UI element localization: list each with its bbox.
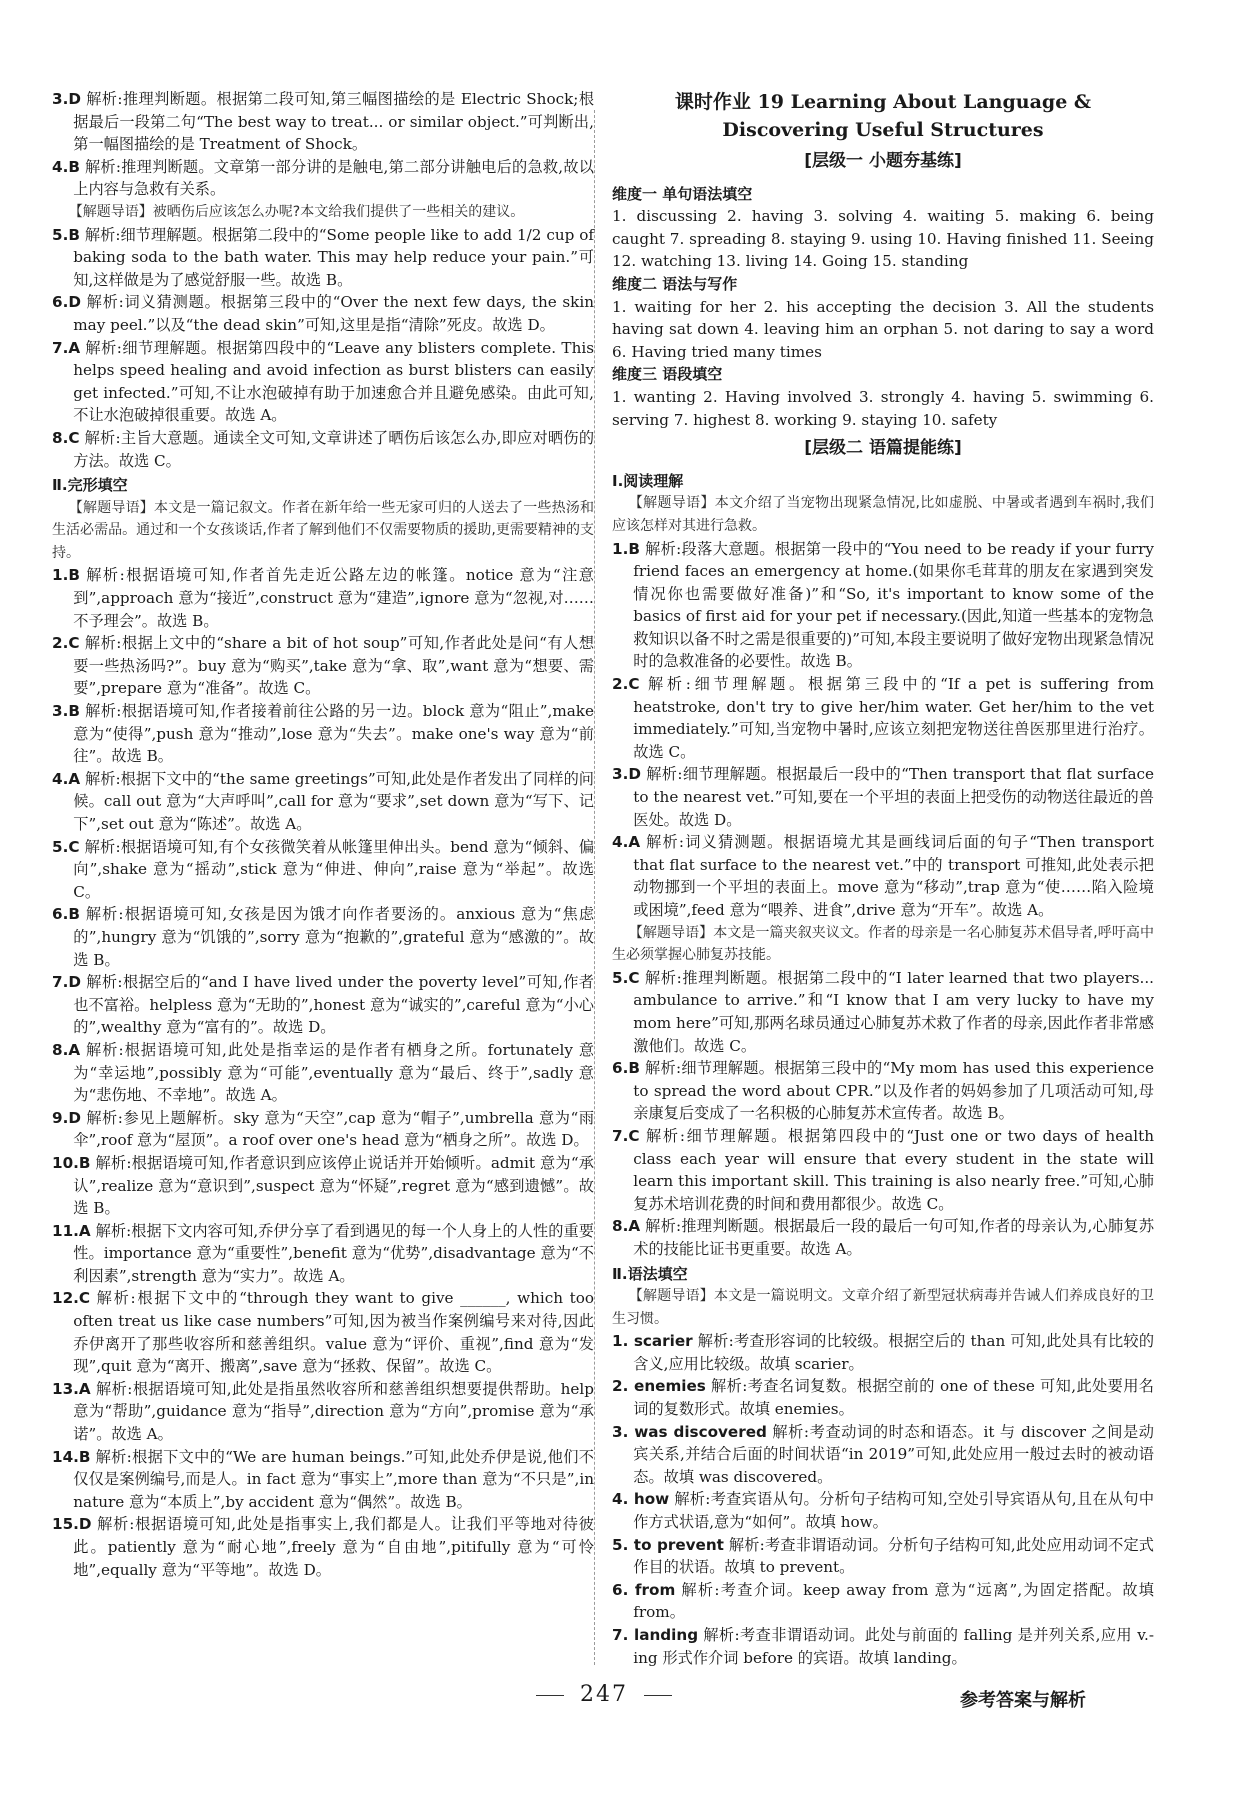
answer-item — [52, 632, 594, 700]
level-one-heading: [层级一 小题夯基练] — [804, 151, 962, 171]
page-number — [520, 1682, 688, 1707]
answer-item — [52, 1152, 594, 1220]
answer-item — [52, 427, 594, 472]
answer-item — [52, 1446, 594, 1514]
guide-text: 【解题导语】被晒伤后应该怎么办呢?本文给我们提供了一些相关的建议。 — [68, 203, 525, 220]
answer-explanation: 解析:考查动词的时态和语态。it 与 discover 之间是动宾关系,并结合后面的时间状语“in 2019”可知,此处应用一般过去时的被动语态。故填 was discovered。 — [633, 1422, 1154, 1486]
answer-item — [612, 1421, 1154, 1489]
answer-number: 2. enemies — [612, 1377, 706, 1396]
dimension-two-answers: 1. waiting for her 2. his accepting the decision 3. All the students having sat down 4. leaving him an orphan 5. not daring to say a word 6. Having tried many times — [612, 297, 1154, 361]
guide-text-virus: 【解题导语】本文是一篇说明文。文章介绍了新型冠状病毒并告诫人们养成良好的卫生习惯。 — [612, 1288, 1154, 1327]
answer-number: 5.C — [612, 968, 640, 987]
answer-number: 6.B — [612, 1059, 640, 1078]
answer-item — [52, 291, 594, 336]
answer-number: 3. was discovered — [612, 1422, 767, 1441]
lesson-title — [612, 88, 1154, 144]
answer-number: 2.C — [612, 675, 640, 694]
section-heading-cloze: Ⅱ.完形填空 — [52, 476, 128, 495]
answer-explanation: 解析:推理判断题。根据第二段可知,第三幅图描绘的是 Electric Shock;根据最后一段第二句“The best way to treat... or similar object.”可判断出,第一幅图描绘的是 Treatment of Shock。 — [73, 90, 595, 154]
answer-item — [52, 1513, 594, 1581]
answer-item — [52, 564, 594, 632]
guide-text-cpr: 【解题导语】本文是一篇夹叙夹议文。作者的母亲是一名心肺复苏术倡导者,呼吁高中生必须掌握心肺复苏技能。 — [612, 924, 1154, 964]
answer-item — [52, 1378, 594, 1446]
answer-number: 8.A — [52, 1040, 81, 1059]
answer-explanation: 解析:根据语境可知,作者意识到应该停止说话并开始倾听。admit 意为“承认”,realize 意为“意识到”,suspect 意为“怀疑”,regret 意为“感到遗憾”。故选 B。 — [73, 1153, 594, 1218]
answer-item — [52, 1287, 594, 1377]
answer-item — [52, 1039, 594, 1107]
answer-explanation: 解析:根据语境可知,有个女孩微笑着从帐篷里伸出头。bend 意为“倾斜、偏向”,shake 意为“摇动”,stick 意为“伸进、伸向”,raise 意为“举起”。故选 C。 — [73, 837, 595, 901]
lesson-title-line1: 课时作业 19 Learning About Language & — [674, 91, 1092, 113]
answer-explanation: 解析:根据语境可知,此处是指事实上,我们都是人。让我们平等地对待彼此。patiently 意为“耐心地”,freely 意为“自由地”,pitifully 意为“可怜地”,equally 意为“平等地”。故选 D。 — [73, 1515, 594, 1579]
answer-explanation: 解析:考查名词复数。根据空前的 one of these 可知,此处要用名词的复数形式。故填 enemies。 — [633, 1377, 1154, 1419]
answer-item — [612, 538, 1154, 674]
answer-number: 2.C — [52, 634, 80, 653]
answer-explanation: 解析:推理判断题。文章第一部分讲的是触电,第二部分讲触电后的急救,故以上内容与急救有关系。 — [73, 157, 594, 199]
column-divider — [594, 110, 595, 1665]
section-heading-reading: Ⅰ.阅读理解 — [612, 471, 684, 490]
section-heading-grammar: Ⅱ.语法填空 — [612, 1264, 688, 1283]
answer-number: 5.B — [52, 225, 80, 244]
answer-item — [612, 1624, 1154, 1669]
answer-explanation: 解析:细节理解题。根据最后一段中的“Then transport that flat surface to the nearest vet.”可知,要在一个平坦的表面上把受伤的动物送往最近的兽医处。故选 D。 — [633, 765, 1154, 829]
answer-list-grammar — [612, 1330, 1154, 1669]
answer-explanation: 解析:考查非谓语动词。此处与前面的 falling 是并列关系,应用 v.-ing 形式作介词 before 的宾语。故填 landing。 — [633, 1626, 1155, 1667]
answer-explanation: 解析:细节理解题。根据第四段中的“Just one or two days of health class each year will ensure that every student in the state will learn this important skill. This training is also nearly free.”可知,心肺复苏术培训花费的时间和费用都很少。故选 C。 — [633, 1126, 1155, 1213]
answer-number: 12.C — [52, 1289, 91, 1308]
answer-item — [52, 224, 594, 292]
answer-explanation: 解析:根据语境可知,作者接着前往公路的另一边。block 意为“阻止”,make 意为“使得”,push 意为“推动”,lose 意为“失去”。make one's way 意为“前往”。故选 B。 — [73, 702, 595, 766]
answer-explanation: 解析:根据下文内容可知,乔伊分享了看到遇见的每一个人身上的人性的重要性。importance 意为“重要性”,benefit 意为“优势”,disadvantage 意为“不利因素”,strength 意为“实力”。故选 A。 — [73, 1221, 594, 1285]
answer-item — [52, 1220, 594, 1288]
answer-number: 7.C — [612, 1126, 640, 1145]
answer-item — [52, 836, 594, 904]
answer-item — [52, 768, 594, 836]
answer-number: 15.D — [52, 1515, 92, 1534]
dimension-one-answers: 1. discussing 2. having 3. solving 4. waiting 5. making 6. being caught 7. spreading 8. staying 9. using 10. Having finished 11. Seeing 12. watching 13. living 14. Going 15. standing — [612, 207, 1154, 271]
answer-explanation: 解析:根据语境可知,此处是指幸运的是作者有栖身之所。fortunately 意为“幸运地”,possibly 意为“可能”,eventually 意为“最后、终于”,sadly 意为“悲伤地、不幸地”。故选 A。 — [73, 1040, 595, 1105]
answer-item — [52, 971, 594, 1039]
answer-number: 1. scarier — [612, 1332, 693, 1351]
answer-number: 4.A — [52, 769, 81, 788]
answer-number: 4. how — [612, 1490, 670, 1509]
answer-explanation: 解析:根据语境可知,此处是指虽然收容所和慈善组织想要提供帮助。help 意为“帮助”,guidance 意为“指导”,direction 意为“方向”,promise 意为“承诺”。故选 A。 — [73, 1379, 595, 1444]
answer-item — [612, 967, 1154, 1057]
answer-number: 6. from — [612, 1580, 676, 1599]
answer-item — [52, 700, 594, 768]
answer-number: 7.A — [52, 338, 81, 357]
answer-explanation: 解析:细节理解题。根据第三段中的“My mom has used this experience to spread the word about CPR.”以及作者的妈妈参加了几项活动可知,母亲康复后变成了一名积极的心肺复苏术宣传者。故选 B。 — [633, 1059, 1155, 1123]
answer-explanation: 解析:根据上文中的“share a bit of hot soup”可知,作者此处是问“有人想要一些热汤吗?”。buy 意为“购买”,take 意为“拿、取”,want 意为“想要、需要”,prepare 意为“准备”。故选 C。 — [73, 634, 595, 698]
answer-item — [52, 903, 594, 971]
answer-number: 8.A — [612, 1217, 641, 1236]
answer-item — [52, 156, 594, 201]
answer-explanation: 解析:主旨大意题。通读全文可知,文章讲述了晒伤后该怎么办,即应对晒伤的方法。故选 C。 — [73, 428, 595, 470]
answer-item — [612, 1330, 1154, 1375]
answer-number: 3.B — [52, 702, 80, 721]
footer-label: 参考答案与解析 — [960, 1690, 1086, 1711]
answer-explanation: 解析:推理判断题。根据第二段中的“I later learned that two players... ambulance to arrive.”和“I know that I am very lucky to have my mom here”可知,那两名球员通过心肺复苏术救了作者的母亲,因此作者非常感激他们。故选 C。 — [633, 968, 1155, 1055]
answer-explanation: 解析:根据空后的“and I have lived under the poverty level”可知,作者也不富裕。helpless 意为“无助的”,honest 意为“诚实的”,careful 意为“小心的”,wealthy 意为“富有的”。故选 D。 — [73, 973, 594, 1037]
answer-list-reading — [52, 88, 594, 201]
answer-item — [612, 1375, 1154, 1420]
answer-explanation: 解析:参见上题解析。sky 意为“天空”,cap 意为“帽子”,umbrella 意为“雨伞”,roof 意为“屋顶”。a roof over one's head 意为“栖身之所”。故选 D。 — [73, 1108, 595, 1150]
answer-list-cpr — [612, 967, 1154, 1261]
answer-number: 3.D — [52, 90, 81, 108]
answer-number: 5. to prevent — [612, 1535, 724, 1554]
answer-list-cloze — [52, 564, 594, 1581]
answer-number: 3.D — [612, 765, 641, 784]
answer-number: 10.B — [52, 1153, 91, 1172]
answer-explanation: 解析:词义猜测题。根据第三段中的“Over the next few days, the skin may peel.”以及“the dead skin”可知,这里是指“清除”死皮。故选 D。 — [73, 293, 594, 334]
answer-explanation: 解析:细节理解题。根据第二段中的“Some people like to add 1/2 cup of baking soda to the bath water. This may help reduce your pain.”可知,这样做是为了感觉舒服一些。故选 B。 — [73, 225, 595, 289]
answer-explanation: 解析:推理判断题。根据最后一段的最后一句可知,作者的母亲认为,心肺复苏术的技能比证书更重要。故选 A。 — [633, 1217, 1155, 1258]
answer-number: 13.A — [52, 1379, 91, 1398]
answer-explanation: 解析:词义猜测题。根据语境尤其是画线词后面的句子“Then transport that flat surface to the nearest vet.”中的 transport 可推知,此处表示把动物挪到一个平坦的表面上。move 意为“移动”,trap 意为“使……陷入险境或困境”,feed 意为“喂养、进食”,drive 意为“开车”。故选 A。 — [633, 833, 1154, 919]
answer-number: 6.B — [52, 905, 80, 924]
answer-explanation: 解析:根据下文中的“through they want to give ______, which too often treat us like case numbers”可知,因为被当作案例编号来对待,因此乔伊离开了那些收容所和慈善组织。value 意为“评价、重视”,find 意为“发现”,quit 意为“离开、搬离”,save 意为“拯救、保留”。故选 C。 — [73, 1289, 594, 1376]
answer-item — [52, 337, 594, 427]
answer-item — [612, 1125, 1154, 1215]
right-column — [612, 88, 1154, 1669]
guide-text-pets: 【解题导语】本文介绍了当宠物出现紧急情况,比如虚脱、中暑或者遇到车祸时,我们应该怎样对其进行急救。 — [612, 495, 1154, 534]
answer-number: 9.D — [52, 1108, 81, 1127]
answer-number: 14.B — [52, 1447, 91, 1466]
answer-number: 1.B — [52, 566, 80, 585]
answer-explanation: 解析:根据语境可知,作者首先走近公路左边的帐篷。notice 意为“注意到”,approach 意为“接近”,construct 意为“建造”,ignore 意为“忽视,对……不予理会”。故选 B。 — [73, 566, 594, 630]
answer-number: 4.A — [612, 833, 641, 852]
answer-number: 8.C — [52, 428, 80, 447]
answer-explanation: 解析:考查宾语从句。分析句子结构可知,空处引导宾语从句,且在从句中作方式状语,意为“如何”。故填 how。 — [633, 1490, 1155, 1532]
dimension-three-answers: 1. wanting 2. Having involved 3. strongly 4. having 5. swimming 6. serving 7. highest 8. working 9. staying 10. safety — [612, 387, 1154, 429]
answer-explanation: 解析:细节理解题。根据第四段中的“Leave any blisters complete. This helps speed healing and avoid infection as burst blisters can easily get infected.”可知,不让水泡破掉有助于加速愈合并且避免感染。由此可知,不让水泡破掉很重要。故选 A。 — [73, 338, 594, 425]
answer-number: 5.C — [52, 837, 80, 856]
answer-number: 7. landing — [612, 1626, 699, 1644]
left-column — [52, 88, 594, 1581]
answer-number: 6.D — [52, 293, 81, 312]
answer-explanation: 解析:考查介词。keep away from 意为“远离”,为固定搭配。故填 from。 — [633, 1580, 1154, 1622]
answer-number: 1.B — [612, 539, 640, 558]
answer-explanation: 解析:根据语境可知,女孩是因为饿才向作者要汤的。anxious 意为“焦虑的”,hungry 意为“饥饿的”,sorry 意为“抱歉的”,grateful 意为“感激的”。故选 B。 — [73, 905, 595, 969]
lesson-title-line2: Discovering Useful Structures — [722, 119, 1044, 141]
answer-item — [612, 1488, 1154, 1533]
answer-explanation: 解析:考查非谓语动词。分析句子结构可知,此处应用动词不定式作目的状语。故填 to prevent。 — [633, 1535, 1154, 1577]
answer-explanation: 解析:根据下文中的“We are human beings.”可知,此处乔伊是说,他们不仅仅是案例编号,而是人。in fact 意为“事实上”,more than 意为“不只是”,in nature 意为“本质上”,by accident 意为“偶然”。故选 B。 — [73, 1447, 594, 1511]
answer-item — [52, 1107, 594, 1152]
answer-explanation: 解析:细节理解题。根据第三段中的“If a pet is suffering from heatstroke, don't try to give her/him water. Get her/him to the vet immediately.”可知,当宠物中暑时,应该立刻把宠物送往兽医那里进行治疗。故选 C。 — [633, 675, 1155, 761]
answer-item — [612, 763, 1154, 831]
dimension-three-heading: 维度三 语段填空 — [612, 365, 723, 384]
answer-item — [612, 1057, 1154, 1125]
answer-item — [612, 1579, 1154, 1624]
guide-text-cloze: 【解题导语】本文是一篇记叙文。作者在新年给一些无家可归的人送去了一些热汤和生活必需品。通过和一个女孩谈话,作者了解到他们不仅需要物质的援助,更需要精神的支持。 — [52, 499, 594, 561]
answer-explanation: 解析:考查形容词的比较级。根据空后的 than 可知,此处具有比较的含义,应用比较级。故填 scarier。 — [633, 1332, 1155, 1373]
answer-item — [612, 673, 1154, 763]
answer-item — [52, 88, 594, 156]
answer-number: 7.D — [52, 973, 81, 992]
answer-number: 11.A — [52, 1221, 91, 1240]
dimension-two-heading: 维度二 语法与写作 — [612, 274, 738, 293]
answer-list-pets — [612, 538, 1154, 922]
answer-item — [612, 1534, 1154, 1579]
answer-item — [612, 831, 1154, 921]
answer-list-reading-2 — [52, 224, 594, 473]
answer-number: 4.B — [52, 157, 80, 176]
level-two-heading: [层级二 语篇提能练] — [804, 438, 962, 459]
answer-explanation: 解析:根据下文中的“the same greetings”可知,此处是作者发出了同样的问候。call out 意为“大声呼叫”,call for 意为“要求”,set down 意为“写下、记下”,set out 意为“陈述”。故选 A。 — [73, 769, 594, 833]
dimension-one-heading: 维度一 单句语法填空 — [612, 184, 753, 203]
answer-explanation: 解析:段落大意题。根据第一段中的“You need to be ready if your furry friend faces an emergency at home.(如果你毛茸茸的朋友在家遇到突发情况你也需要做好准备)”和“So, it's important to know some of the basics of first aid for your pet if necessary.(因此,知道一些基本的宠物急救知识以备不时之需是很重要的)”可知,本段主要说明了做好宠物出现紧急情况时的急救准备的必要性。故选 B。 — [633, 539, 1155, 671]
page-number-text: 247 — [580, 1682, 628, 1707]
answer-item — [612, 1215, 1154, 1260]
